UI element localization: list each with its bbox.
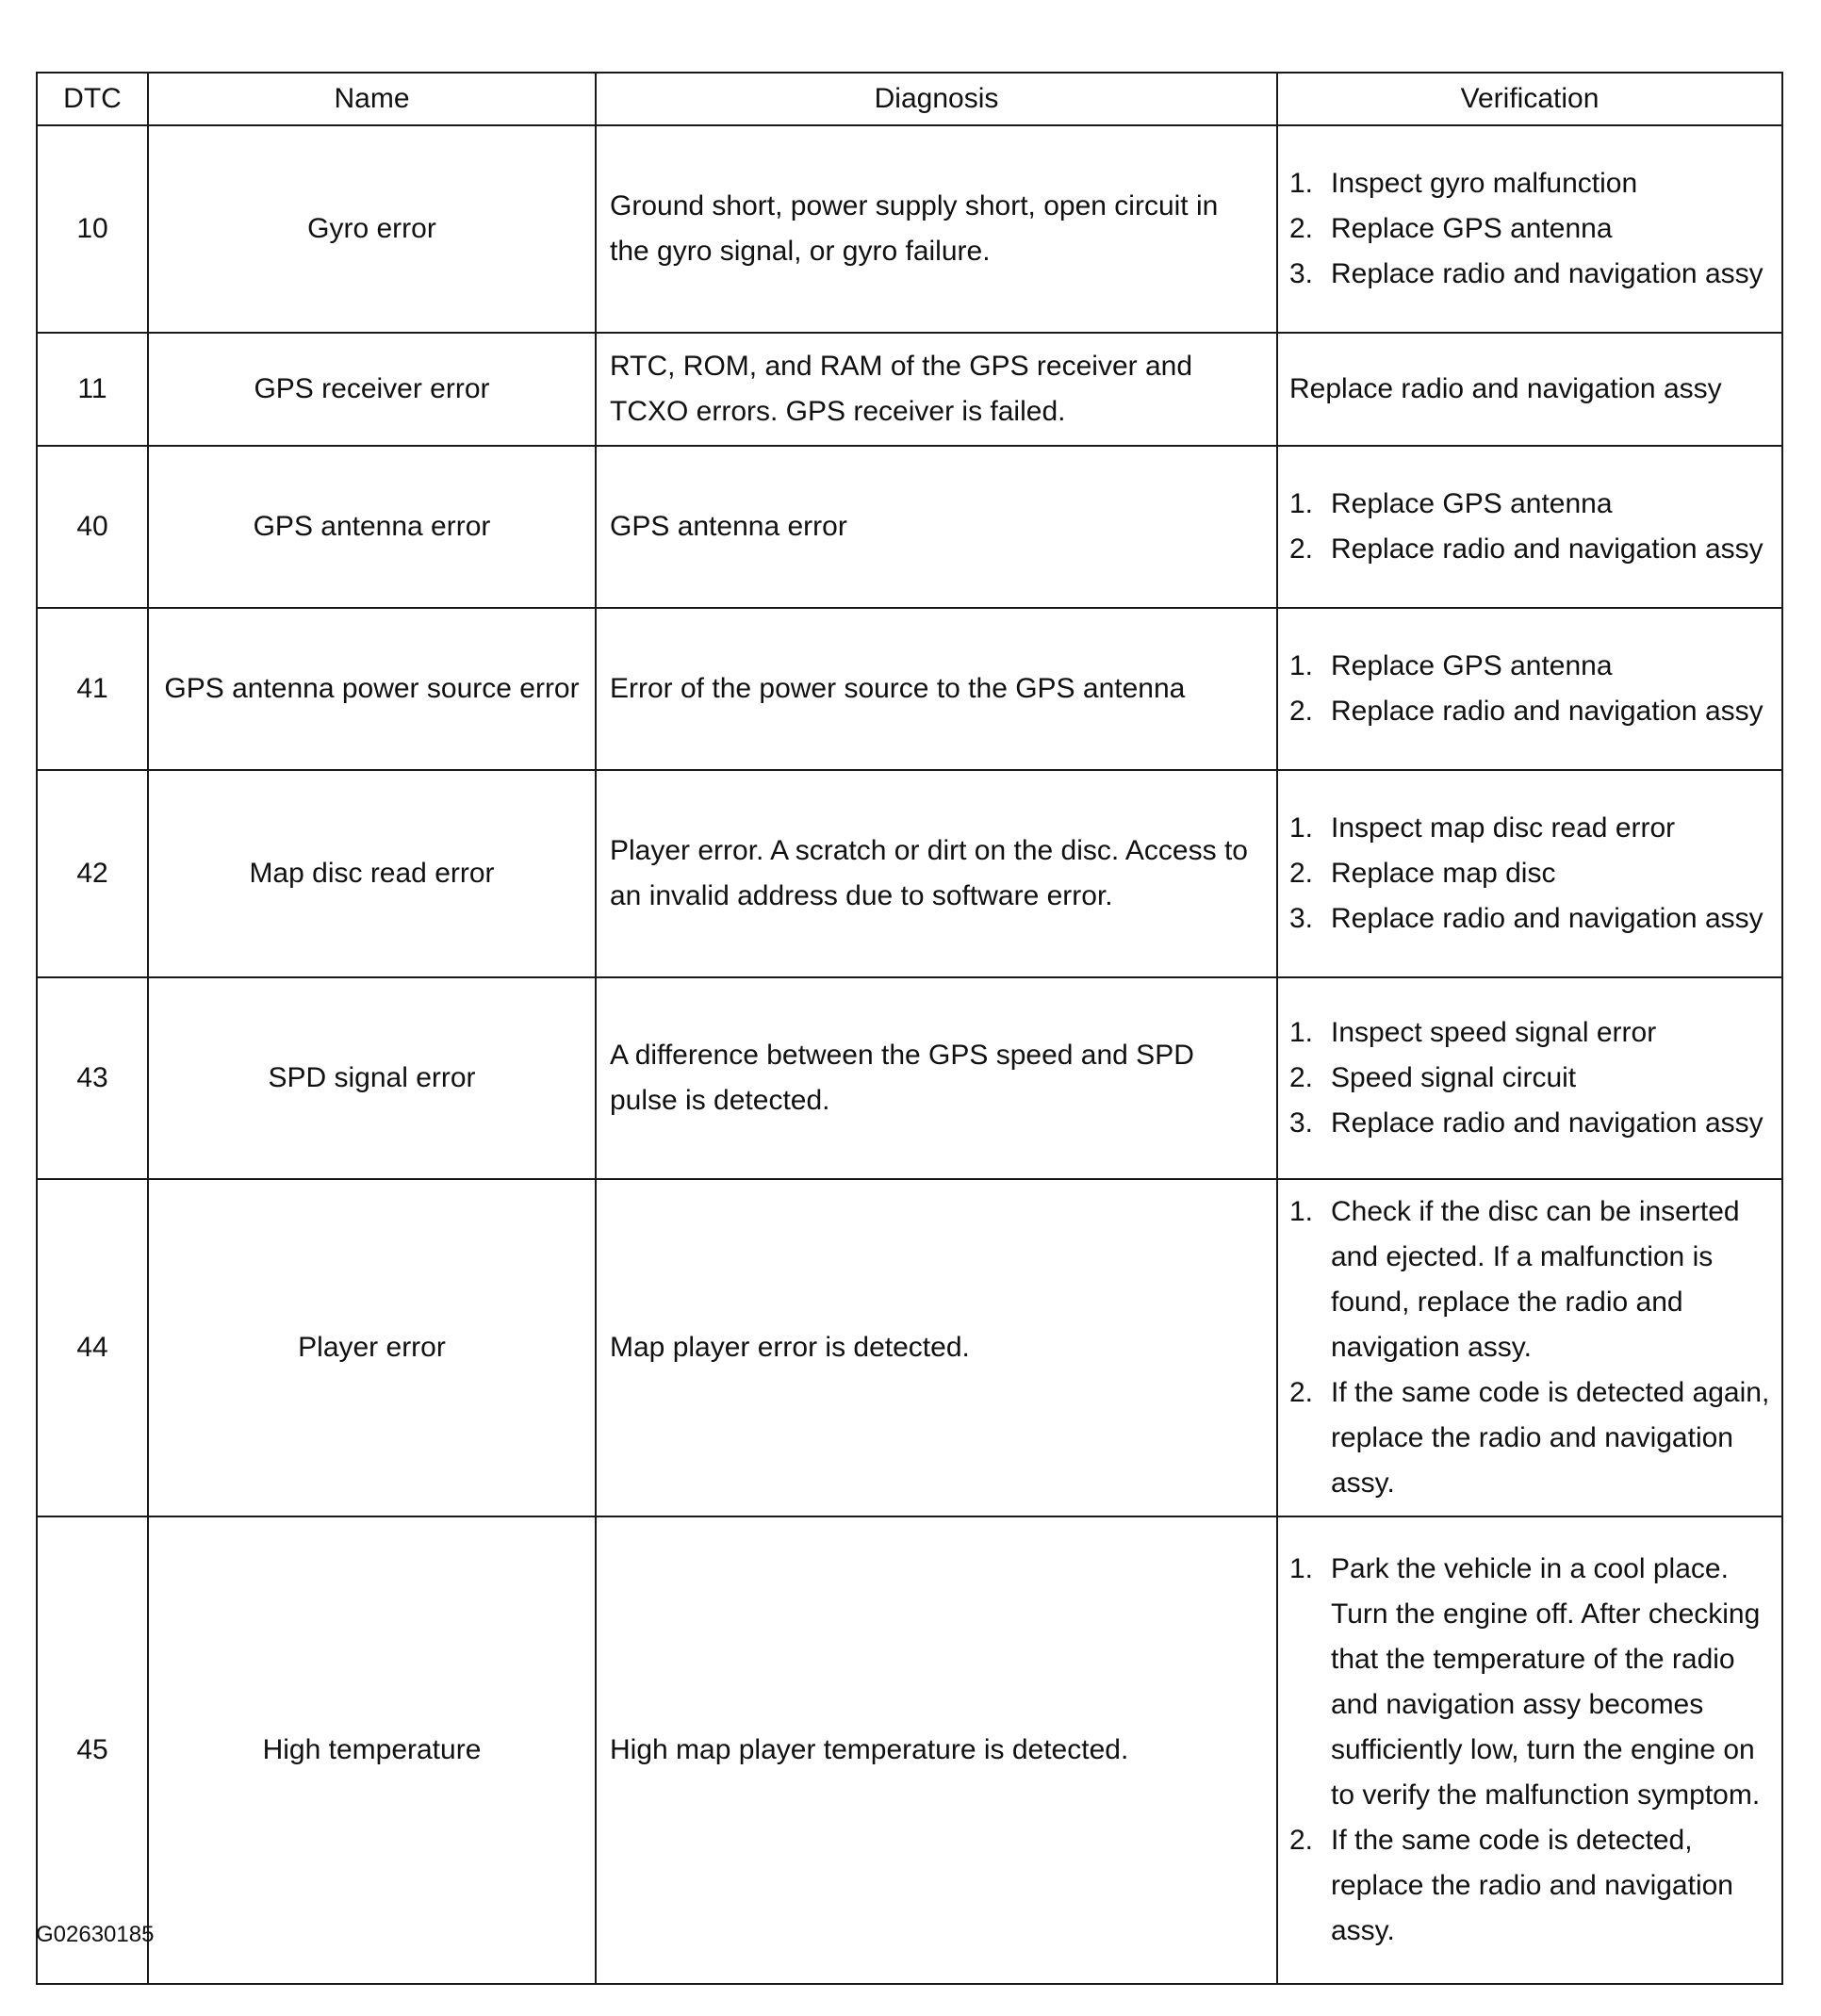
table-row [37, 333, 1782, 446]
verification-step: 1. Inspect gyro malfunction [1289, 168, 1638, 199]
diagnosis-text: High map player temperature is detected. [596, 1516, 1277, 1984]
dtc-code: 44 [37, 1179, 148, 1516]
verification-steps [1289, 482, 1772, 572]
diagnosis-text: GPS antenna error [596, 446, 1277, 608]
diagnosis-text: Ground short, power supply short, open circuit in the gyro signal, or gyro failure. [596, 125, 1277, 333]
diagnosis-text: Map player error is detected. [596, 1179, 1277, 1516]
table-row [37, 125, 1782, 333]
dtc-code: 10 [37, 125, 148, 333]
diagnosis-text: RTC, ROM, and RAM of the GPS receiver and TCXO errors. GPS receiver is failed. [596, 333, 1277, 446]
verification-step: 1. Inspect speed signal error [1289, 1017, 1657, 1048]
verification-step: 1. Park the vehicle in a cool place. Turn the engine off. After checking that the temperature of the radio and navigation assy becomes sufficiently low, turn the engine on to verify the malfunction symptom. [1289, 1553, 1761, 1811]
dtc-code: 41 [37, 608, 148, 770]
verification-cell [1277, 1516, 1782, 1984]
verification-cell [1277, 125, 1782, 333]
verification-cell [1277, 770, 1782, 977]
verification-step: 2. Replace radio and navigation assy [1289, 696, 1764, 727]
verification-steps [1289, 644, 1772, 734]
verification-cell [1277, 977, 1782, 1179]
dtc-code: 43 [37, 977, 148, 1179]
dtc-code: 45 [37, 1516, 148, 1984]
table-row [37, 446, 1782, 608]
dtc-code: 11 [37, 333, 148, 446]
figure-id: G02630185 [36, 1922, 155, 1947]
header-name: Name [148, 73, 596, 125]
verification-step: 3. Replace radio and navigation assy [1289, 903, 1764, 934]
error-name: Map disc read error [148, 770, 596, 977]
verification-steps [1289, 1547, 1772, 1954]
verification-step: 3. Replace radio and navigation assy [1289, 1107, 1764, 1139]
dtc-table [36, 72, 1783, 1985]
table-row [37, 977, 1782, 1179]
verification-step: 2. If the same code is detected again, replace the radio and navigation assy. [1289, 1377, 1770, 1499]
table-row [37, 1179, 1782, 1516]
table-row [37, 1516, 1782, 1984]
error-name: SPD signal error [148, 977, 596, 1179]
dtc-code: 40 [37, 446, 148, 608]
table-row [37, 770, 1782, 977]
error-name: GPS antenna error [148, 446, 596, 608]
verification-step: 1. Replace GPS antenna [1289, 488, 1613, 519]
header-diagnosis: Diagnosis [596, 73, 1277, 125]
verification-cell [1277, 608, 1782, 770]
verification-step: 2. Replace GPS antenna [1289, 213, 1613, 244]
error-name: GPS receiver error [148, 333, 596, 446]
verification-steps [1289, 161, 1772, 297]
verification-steps [1289, 1189, 1772, 1506]
error-name: Gyro error [148, 125, 596, 333]
diagnosis-text: A difference between the GPS speed and SPD pulse is detected. [596, 977, 1277, 1179]
verification-step: 2. Speed signal circuit [1289, 1062, 1577, 1093]
verification-step: 3. Replace radio and navigation assy [1289, 258, 1764, 289]
verification-step: 1. Check if the disc can be inserted and ejected. If a malfunction is found, replace the radio and navigation assy. [1289, 1196, 1740, 1363]
verification-step: 1. Inspect map disc read error [1289, 812, 1676, 844]
table-row [37, 608, 1782, 770]
verification-steps [1289, 1010, 1772, 1146]
verification-step: 2. If the same code is detected, replace the radio and navigation assy. [1289, 1825, 1733, 1946]
verification-cell [1277, 446, 1782, 608]
verification-text: Replace radio and navigation assy [1277, 333, 1782, 446]
header-verification: Verification [1277, 73, 1782, 125]
error-name: High temperature [148, 1516, 596, 1984]
verification-step: 2. Replace radio and navigation assy [1289, 533, 1764, 565]
header-row [37, 73, 1782, 125]
verification-steps [1289, 806, 1772, 942]
dtc-code: 42 [37, 770, 148, 977]
header-dtc: DTC [37, 73, 148, 125]
diagnosis-text: Player error. A scratch or dirt on the disc. Access to an invalid address due to software error. [596, 770, 1277, 977]
diagnosis-text: Error of the power source to the GPS antenna [596, 608, 1277, 770]
error-name: GPS antenna power source error [148, 608, 596, 770]
error-name: Player error [148, 1179, 596, 1516]
verification-cell [1277, 1179, 1782, 1516]
verification-step: 2. Replace map disc [1289, 858, 1556, 889]
verification-step: 1. Replace GPS antenna [1289, 650, 1613, 681]
